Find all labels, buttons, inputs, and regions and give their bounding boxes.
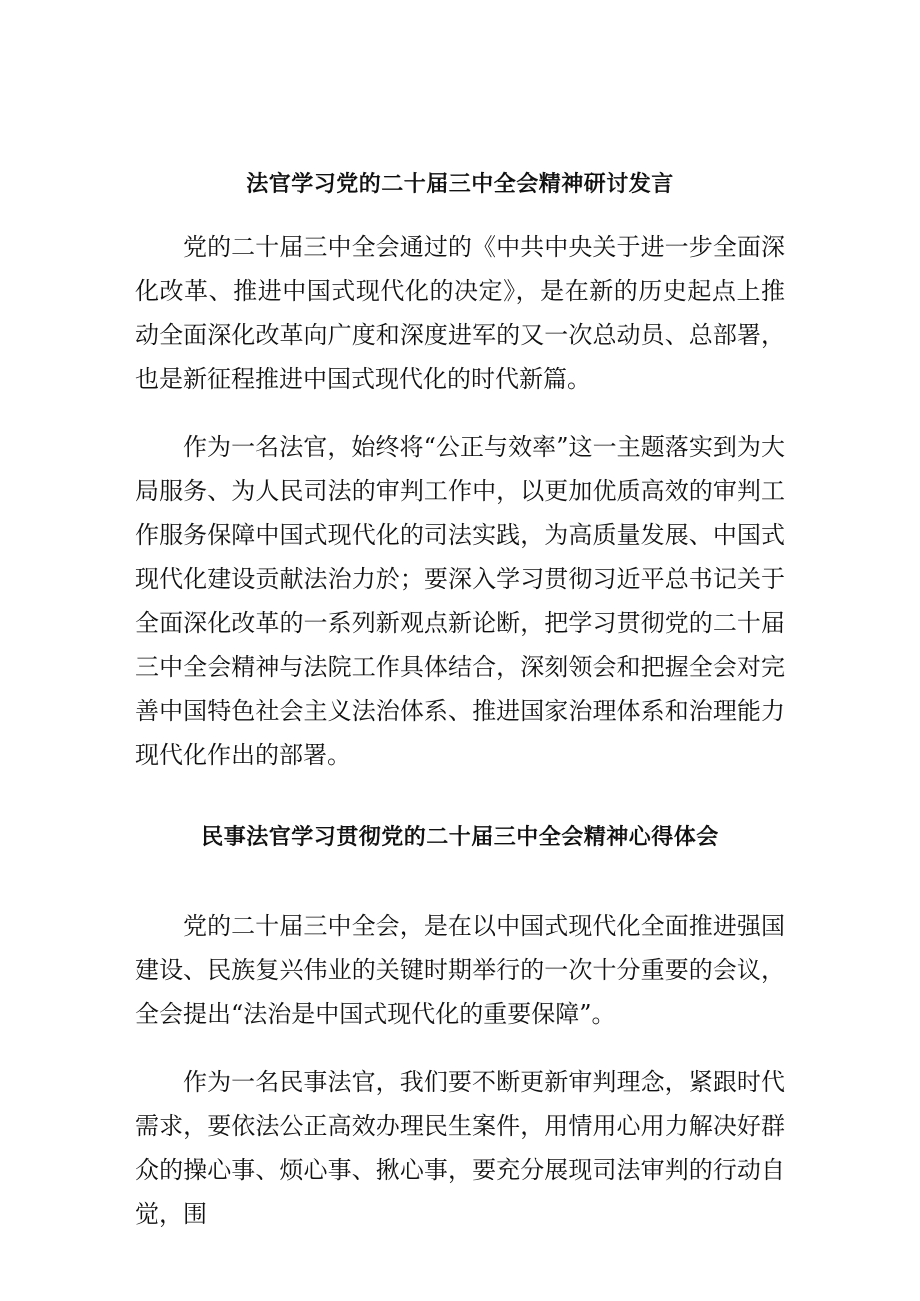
- section-1-title: 法官学习党的二十届三中全会精神研讨发言: [246, 172, 674, 197]
- section-2-paragraph-1: 党的二十届三中全会，是在以中国式现代化全面推进强国建设、民族复兴伟业的关键时期举行的一次十分重要的会议，全会提出“法治是中国式现代化的重要保障”。: [135, 912, 785, 1028]
- section-1-paragraph-2: 作为一名法官，始终将“公正与效率”这一主题落实到为大局服务、为人民司法的审判工作中，以更加优质高效的审判工作服务保障中国式现代化的司法实践，为高质量发展、中国式现代化建设贡献法治力於；要深入学习贯彻习近平总书记关于全面深化改革的一系列新观点新论断，把学习贯彻党的二十届三中全会精神与法院工作具体结合，深刻领会和把握全会对完善中国特色社会主义法治体系、推进国家治理体系和治理能力现代化作出的部署。: [135, 433, 785, 769]
- section-2-paragraph-2: 作为一名民事法官，我们要不断更新审判理念，紧跟时代需求，要依法公正高效办理民生案件，用情用心用力解决好群众的操心事、烦心事、揪心事，要充分展现司法审判的行动自觉，围: [135, 1068, 785, 1228]
- section-1-paragraph-1: 党的二十届三中全会通过的《中共中央关于进一步全面深化改革、推进中国式现代化的决定》，是在新的历史起点上推动全面深化改革向广度和深度进军的又一次总动员、总部署，也是新征程推进中国式现代化的时代新篇。: [135, 233, 785, 393]
- section-2-title: 民事法官学习贯彻党的二十届三中全会精神心得体会: [201, 825, 719, 850]
